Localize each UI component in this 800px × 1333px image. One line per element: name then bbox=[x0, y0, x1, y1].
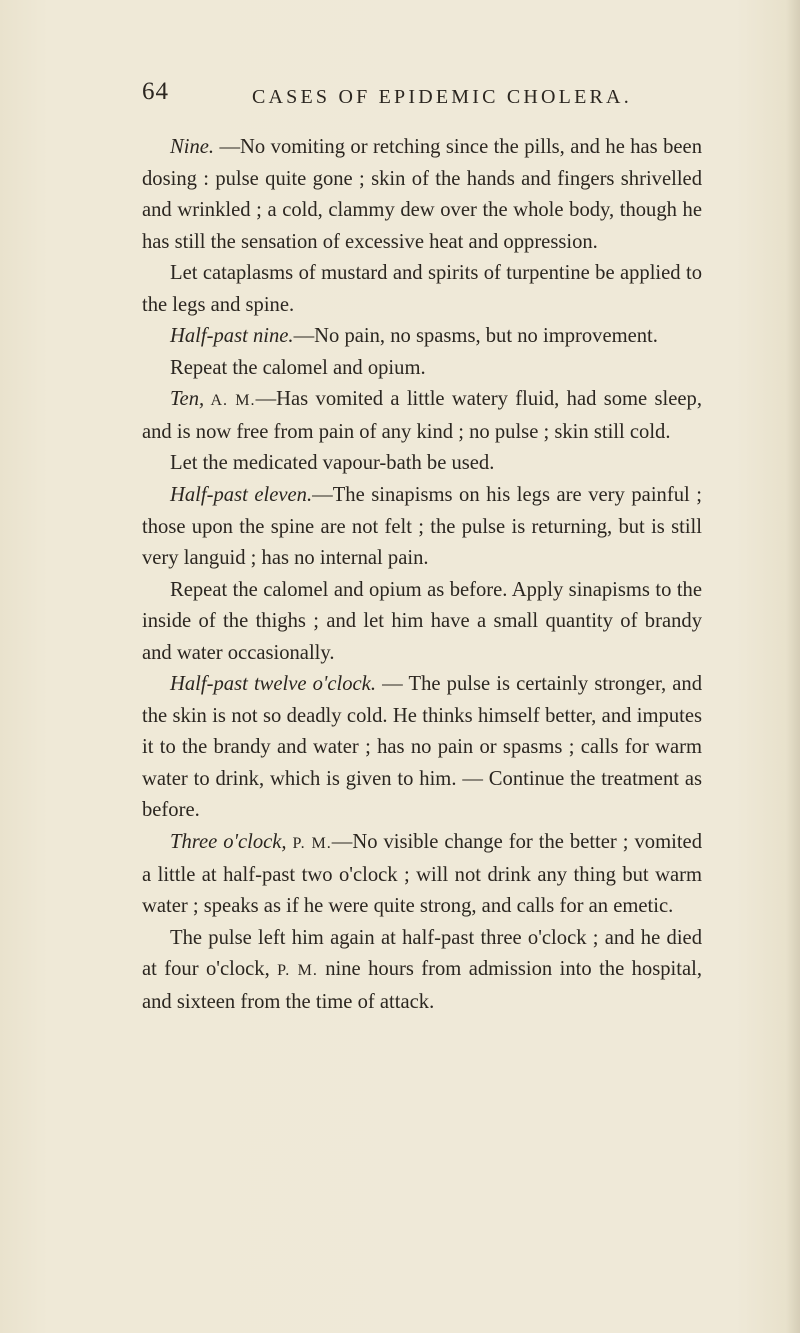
paragraph-half-past-nine bbox=[142, 321, 702, 353]
paragraph-text: —Has vomited a little watery fluid, had some sleep, and is now free from pain of any kind ; no pulse ; skin still cold. bbox=[142, 388, 702, 443]
paragraph-half-past-twelve bbox=[142, 669, 702, 827]
paragraph-text: —The sinapisms on his legs are very painful ; those upon the spine are not felt ; the pulse is returning, but is still very languid ; has no internal pain. bbox=[142, 484, 702, 570]
paragraph-text: Let the medicated vapour-bath be used. bbox=[170, 452, 495, 475]
paragraph-three-oclock bbox=[142, 827, 702, 923]
paragraph-text: Repeat the calomel and opium. bbox=[170, 356, 426, 379]
paragraph-text: Let cataplasms of mustard and spirits of turpentine be applied to the legs and spine. bbox=[142, 262, 702, 316]
paragraph-text: —No pain, no spasms, but no improvement. bbox=[293, 325, 658, 348]
page-header bbox=[142, 78, 702, 118]
time-lead: Half-past nine. bbox=[170, 325, 294, 348]
paragraph-text: — The pulse is certainly stronger, and the skin is not so deadly cold. He thinks himself better, and imputes it to the brandy and water ; has no pain or spasms ; calls for warm water to drink, which is given to him. — Continue the treatment as before. bbox=[142, 673, 702, 822]
time-lead: Half-past twelve o'clock. bbox=[170, 673, 376, 696]
time-suffix: P. M. bbox=[286, 835, 332, 853]
paragraph-ten bbox=[142, 384, 702, 448]
time-lead: Ten, bbox=[170, 388, 205, 411]
paragraph-text-continued: nine hours from admission into the hospital, and sixteen from the time of attack. bbox=[142, 958, 702, 1013]
paragraph-half-past-eleven bbox=[142, 480, 702, 575]
page-number: 64 bbox=[142, 78, 169, 105]
paragraph-vapour-bath bbox=[142, 448, 702, 480]
paragraph-repeat-calomel bbox=[142, 353, 702, 385]
time-suffix: P. M. bbox=[277, 962, 318, 980]
paragraph-text: —No vomiting or retching since the pills, and he has been dosing : pulse quite gone ; skin of the hands and fingers shrivelled and wrinkled ; a cold, clammy dew over the whole body, though he has still the sensation of excessive heat and oppression. bbox=[142, 136, 702, 253]
paragraph-death bbox=[142, 923, 702, 1019]
time-lead: Half-past eleven. bbox=[170, 484, 313, 507]
paragraph-text: —No visible change for the better ; vomited a little at half-past two o'clock ; will not drink any thing but warm water ; speaks as if he were quite strong, and calls for an emetic. bbox=[142, 831, 702, 918]
paragraph-cataplasms bbox=[142, 258, 702, 321]
time-lead: Three o'clock, bbox=[170, 831, 287, 854]
paragraph-repeat-sinapisms bbox=[142, 575, 702, 670]
paragraph-text: Repeat the calomel and opium as before. Apply sinapisms to the inside of the thighs ; and let him have a small quantity of brandy and water occasionally. bbox=[142, 578, 702, 664]
time-suffix: A. M. bbox=[204, 392, 256, 410]
paragraph-text: The pulse left him again at half-past three o'clock ; and he died at four o'clock, bbox=[142, 926, 702, 981]
page-edge-shadow bbox=[786, 0, 800, 1333]
time-lead: Nine. bbox=[170, 136, 215, 158]
paragraph-nine bbox=[142, 132, 702, 258]
running-title: CASES OF EPIDEMIC CHOLERA. bbox=[252, 86, 632, 108]
body-text bbox=[142, 132, 702, 1018]
